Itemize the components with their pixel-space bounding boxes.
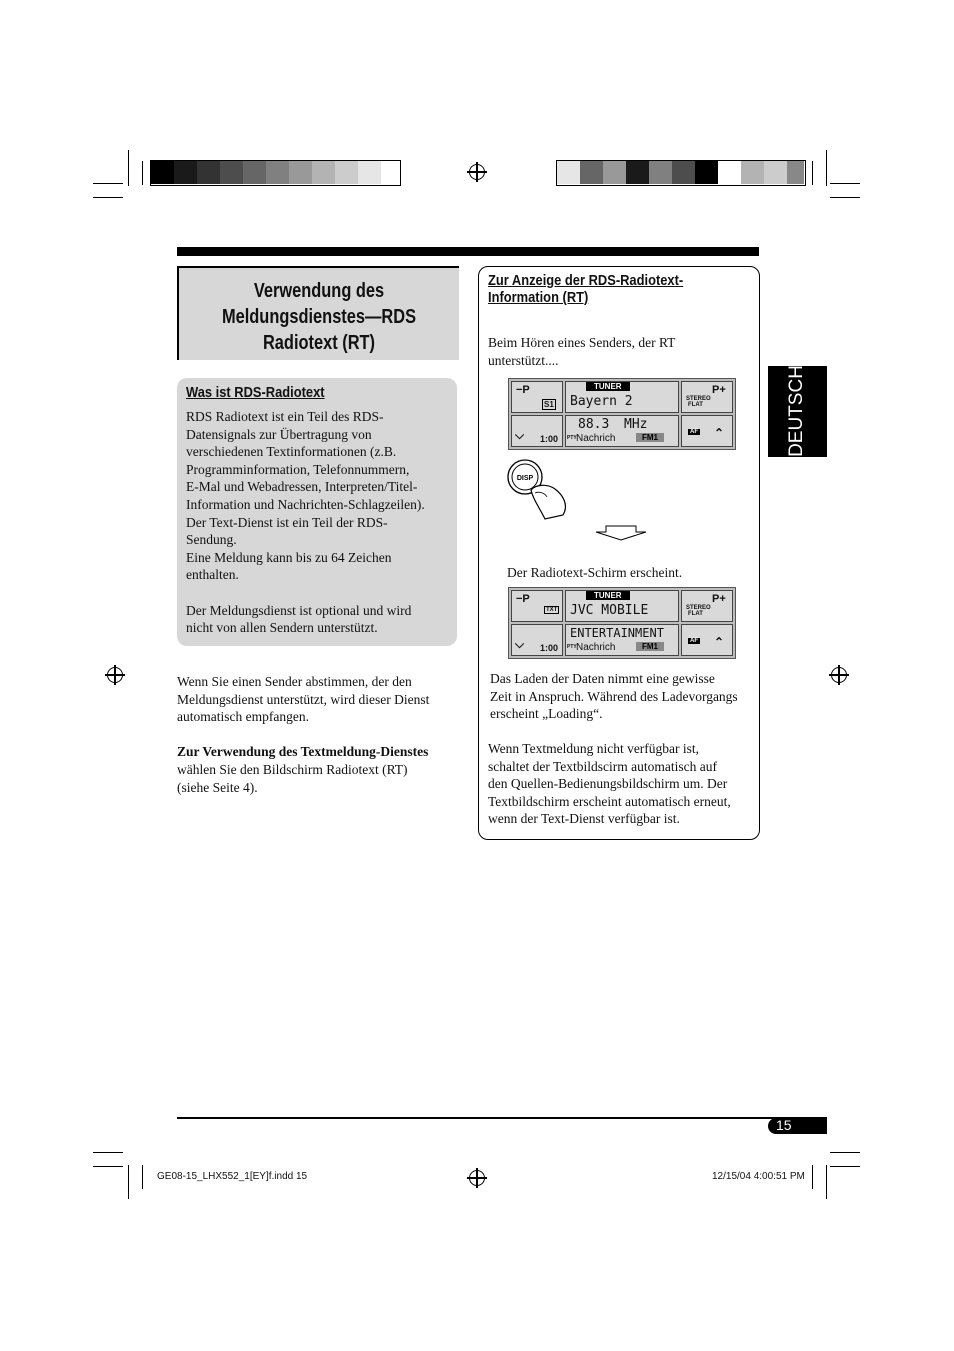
preset-up-button: P+ STEREO FLAT — [681, 381, 733, 413]
station-field: TUNER JVC MOBILE — [565, 590, 679, 622]
crop-mark — [826, 150, 827, 186]
registration-mark-icon — [831, 667, 847, 683]
station-field: TUNER Bayern 2 — [565, 381, 679, 413]
crop-mark — [830, 197, 860, 198]
body-paragraph: Wenn Sie einen Sender abstimmen, der den Meldungsdienst unterstützt, wird dieser Dienst automatisch empfangen. Zur Verwendung des Textmeldung-Dienstes wählen Sie den Bildschirm Radiotext (RT) (siehe Seite 4). — [177, 673, 462, 796]
preset-up-button: P+ STEREO FLAT — [681, 590, 733, 622]
preset-down-button: −P TXT — [511, 590, 563, 622]
frequency-field: 88.3 MHz PTY Nachrich FM1 — [565, 415, 679, 447]
chevron-down-icon: ⌵ — [515, 428, 525, 442]
crop-mark — [128, 1165, 129, 1199]
registration-mark-icon — [469, 1170, 485, 1186]
crop-mark — [830, 1152, 860, 1153]
color-bar-left — [150, 160, 401, 186]
crop-mark — [93, 183, 123, 184]
chevron-down-icon: ⌵ — [515, 637, 525, 651]
footer-file: GE08-15_LHX552_1[EY]f.indd 15 — [157, 1171, 308, 1182]
loading-note: Das Laden der Daten nimmt eine gewisse Zeit in Anspruch. Während des Ladevorgangs erscheint „Loading“. — [490, 671, 738, 722]
tuner-display-2 — [508, 587, 736, 659]
page-number: 15 — [776, 1117, 792, 1133]
top-rule — [177, 247, 759, 256]
language-tab: DEUTSCH — [768, 366, 827, 457]
bottom-rule — [177, 1117, 827, 1119]
chevron-up-icon: ⌃ — [714, 426, 725, 440]
seek-up-button: AF ⌃ — [681, 624, 733, 656]
crop-mark — [812, 1165, 813, 1189]
seek-up-button: AF ⌃ — [681, 415, 733, 447]
crop-mark — [142, 1165, 143, 1189]
crop-mark — [93, 197, 123, 198]
registration-mark-icon — [107, 667, 123, 683]
disp-press-illustration — [505, 457, 575, 523]
crop-mark — [93, 1152, 123, 1153]
info-text: RDS Radiotext ist ein Teil des RDS- Datensignals zur Übertragung von verschiedenen Textinformationen (z.B. Programminformation, Telefonnummern, E-Mal und Webadressen, Interpreten/Titel- Information und Nachrichten-Schlagzeilen). Der Text-Dienst ist ein Teil der RDS- Sendung. Eine Meldung kann bis zu 64 Zeichen enthalten. Der Meldungsdienst ist optional und wird nicht von allen Sendern unterstützt. — [186, 409, 425, 636]
intro-text: Beim Hören eines Senders, der RT unterstützt.... — [488, 335, 676, 368]
crop-mark — [93, 1166, 123, 1167]
page-title: Verwendung des Meldungsdienstes—RDS Radiotext (RT) — [221, 280, 417, 354]
preset-down-button: −P S1 — [511, 381, 563, 413]
crop-mark — [830, 183, 860, 184]
arrow-down-icon — [594, 524, 648, 542]
page-number-tab — [768, 1118, 827, 1134]
crop-mark — [826, 1165, 827, 1199]
title-box — [177, 266, 459, 360]
availability-note: Wenn Textmeldung nicht verfügbar ist, schaltet der Textbildscirm automatisch auf den Quellen-Bedienungsbildschirm um. Der Textbildschirm erscheint automatisch erneut, wenn der Text-Dienst verfügbar ist. — [488, 741, 731, 827]
caption: Der Radiotext-Schirm erscheint. — [507, 565, 683, 580]
disp-button-label: DISP — [516, 475, 534, 482]
crop-mark — [830, 1166, 860, 1167]
bold-heading: Zur Verwendung des Textmeldung-Dienstes — [177, 744, 429, 760]
footer-date: 12/15/04 4:00:51 PM — [712, 1171, 805, 1182]
section-heading: Was ist RDS-Radiotext — [186, 384, 325, 401]
color-bar-right — [556, 160, 806, 186]
chevron-up-icon: ⌃ — [714, 635, 725, 649]
finger-icon — [531, 485, 565, 519]
registration-mark-icon — [469, 164, 485, 180]
crop-mark — [812, 161, 813, 185]
radiotext-field: ENTERTAINMENT PTY Nachrich FM1 — [565, 624, 679, 656]
procedure-heading: Zur Anzeige der RDS-Radiotext- Information (RT) — [488, 272, 684, 306]
crop-mark — [142, 161, 143, 185]
seek-down-button: ⌵ 1:00 — [511, 415, 563, 447]
tuner-display-1 — [508, 378, 736, 450]
seek-down-button: ⌵ 1:00 — [511, 624, 563, 656]
crop-mark — [128, 150, 129, 186]
